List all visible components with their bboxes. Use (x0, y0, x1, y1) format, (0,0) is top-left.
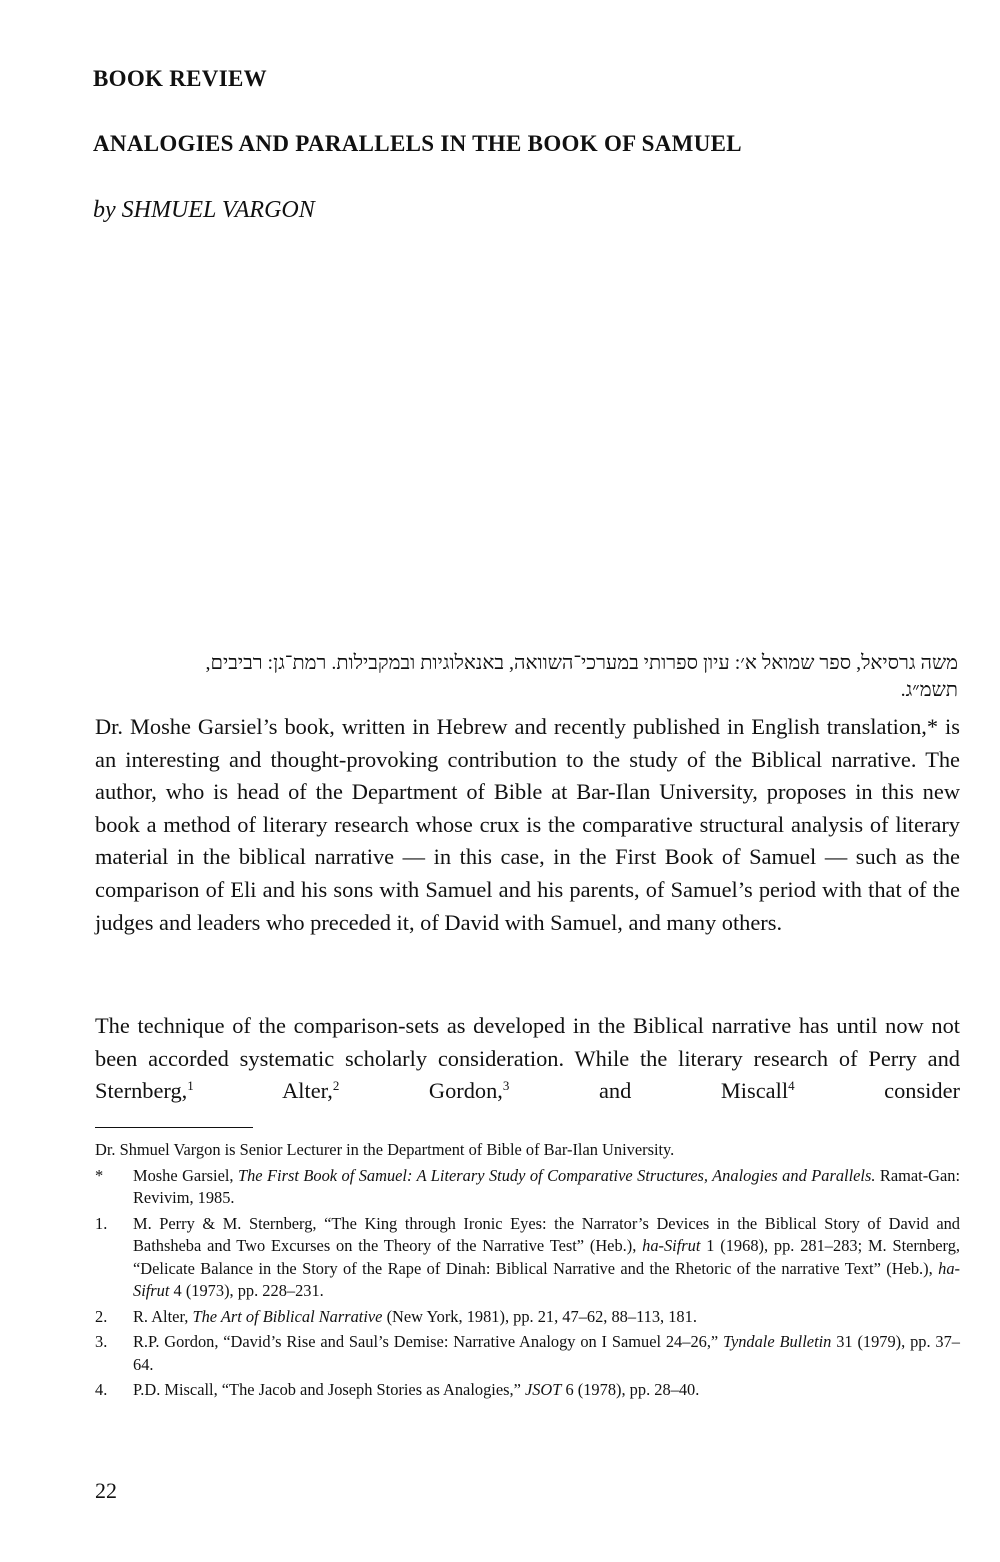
footnotes-block (95, 1139, 960, 1402)
paragraph-2-text: Gordon, (339, 1078, 503, 1104)
footnote-book-title: The Art of Biblical Narrative (192, 1306, 383, 1326)
body-paragraph-1: Dr. Moshe Garsiel’s book, written in Hebrew and recently published in English translation,* is an interesting and thought-provoking contribution to the study of the Biblical narrative. The author, who is head of the Department of Bible at Bar-Ilan University, proposes in this new book a method of literary research whose crux is the comparative structural analysis of literary material in the biblical narrative — in this case, in the First Book of Samuel — such as the comparison of Eli and his sons with Samuel and his parents, of Samuel’s period with that of the judges and leaders who preceded it, of David with Samuel, and many others. (95, 714, 960, 935)
footnote-text: M. Perry & M. Sternberg, “The King through Ironic Eyes: the Narrator’s Devices in the Biblical Story of David and Bathsheba and Two Excurses on the Theory of the Narrative Test” (Heb.), (133, 1213, 960, 1255)
footnote-text: R.P. Gordon, “David’s Rise and Saul’s Demise: Narrative Analogy on I Samuel 24–26,” (133, 1332, 724, 1351)
footnote-2 (95, 1306, 960, 1329)
body-paragraph-2 (95, 1010, 960, 1111)
footnote-author-note (95, 1139, 960, 1162)
footnote-marker: * (95, 1165, 104, 1185)
footnote-book-title: The First Book of Samuel: A Literary Study of Comparative Structures, Analogies and Parallels. (237, 1165, 876, 1185)
footnote-journal: ha-Sifrut (642, 1236, 701, 1255)
paragraph-2-text: Alter, (193, 1078, 333, 1104)
footnote-text: (New York, 1981), pp. 21, 47–62, 88–113, 181. (382, 1306, 697, 1326)
footnote-marker: 1. (95, 1213, 108, 1233)
paragraph-2-text: and Miscall (509, 1078, 789, 1104)
footnote-text: Ramat-Gan: Revivim, 1985. (133, 1165, 961, 1207)
hebrew-citation-line-1: משה גרסיאל, ספר שמואל א׳: עיון ספרותי במערכי־השוואה, באנאלוגיות ובמקבילות. רמת־גן: רביבים, (205, 652, 958, 674)
footnote-text: 1 (1968), pp. 281–283; M. Sternberg, “Delicate Balance in the Story of the Rape of Dinah: Biblical Narrative and the Rhetoric of the narrative Text” (Heb.), (133, 1236, 960, 1278)
footnote-text: 31 (1979), pp. 37–64. (133, 1332, 960, 1374)
footnote-star (95, 1165, 960, 1210)
byline-prefix: by (93, 197, 116, 223)
footnote-ref-1: 1 (187, 1078, 194, 1094)
footnote-text: Dr. Shmuel Vargon is Senior Lecturer in the Department of Bible of Bar-Ilan University. (95, 1140, 675, 1159)
footnote-4 (95, 1379, 960, 1402)
footnote-marker: 4. (95, 1380, 108, 1399)
paragraph-2-text: consider (794, 1078, 960, 1104)
author-name: SHMUEL VARGON (121, 197, 315, 223)
footnote-ref-4: 4 (788, 1078, 795, 1094)
footnote-1 (95, 1213, 960, 1303)
footnote-text: 6 (1978), pp. 28–40. (561, 1380, 700, 1399)
footnote-3 (95, 1331, 960, 1376)
footnote-journal: Tyndale Bulletin (723, 1332, 832, 1351)
hebrew-citation-line-2: תשמ״ג. (900, 679, 958, 701)
paragraph-2-text: The technique of the comparison-sets as developed in the Biblical narrative has until now not been accorded systematic scholarly consideration. While the literary research of Perry and Sternberg, (95, 1013, 960, 1104)
footnote-text: R. Alter, (133, 1306, 193, 1326)
page-number: 22 (95, 1478, 117, 1503)
footnote-text: 4 (1973), pp. 228–231. (169, 1281, 324, 1300)
footnote-marker: 3. (95, 1332, 108, 1351)
footnote-marker: 2. (95, 1306, 108, 1326)
section-label: BOOK REVIEW (93, 66, 267, 91)
hebrew-citation (93, 650, 958, 704)
article-title: ANALOGIES AND PARALLELS IN THE BOOK OF SAMUEL (93, 131, 742, 156)
footnote-text: P.D. Miscall, “The Jacob and Joseph Stories as Analogies,” (133, 1380, 525, 1399)
footnote-ref-2: 2 (332, 1078, 340, 1094)
footnote-ref-3: 3 (502, 1078, 510, 1094)
footnote-journal: ha-Sifrut (133, 1258, 960, 1300)
footnote-journal: JSOT (524, 1380, 562, 1399)
byline (93, 197, 315, 224)
footnote-text: Moshe Garsiel, (133, 1165, 238, 1185)
footnote-divider (95, 1127, 253, 1128)
